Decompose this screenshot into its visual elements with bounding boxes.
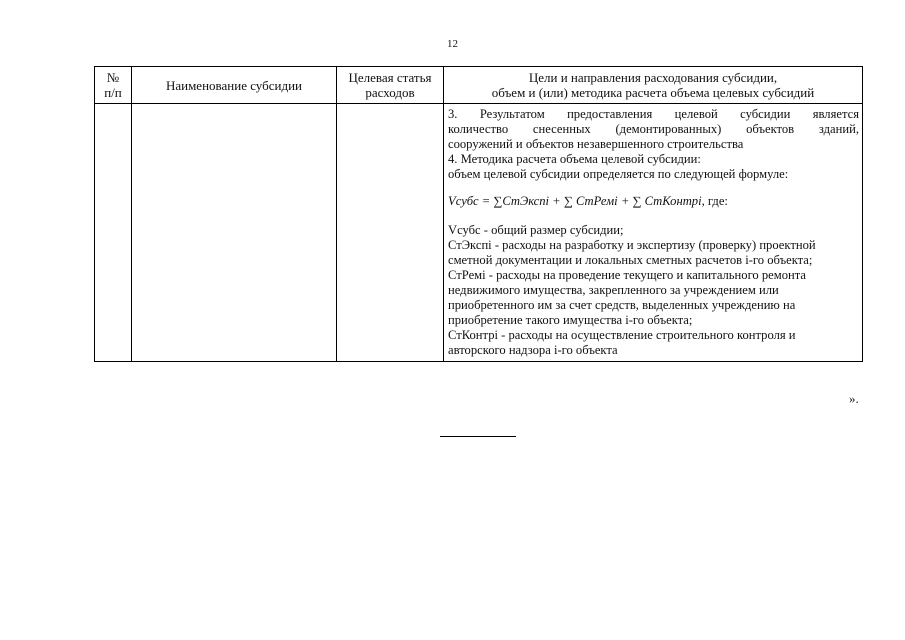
def-kontr-line2: авторского надзора i-го объекта: [448, 343, 618, 357]
cell-target-article: [337, 104, 444, 362]
header-subsidy-name: [132, 67, 337, 104]
def-rem-line2: недвижимого имущества, закрепленного за учреждением или: [448, 283, 779, 297]
header-subsidy-name-text: Наименование субсидии: [165, 77, 303, 93]
page-number: 12: [447, 38, 458, 50]
item3-line3: сооружений и объектов незавершенного строительства: [448, 137, 744, 151]
item4-line1: 4. Методика расчета объема целевой субсидии:: [448, 152, 701, 166]
subsidy-table: [94, 66, 863, 362]
cell-subsidy-name: [132, 104, 337, 362]
def-exp-line1: СтЭкспi - расходы на разработку и экспертизу (проверку) проектной: [448, 238, 816, 252]
header-goals-line2: объем и (или) методика расчета объема целевых субсидий: [491, 85, 815, 100]
item3-line1: 3. Результатом предоставления целевой субсидии является: [448, 107, 859, 121]
def-rem-line1: СтРемi - расходы на проведение текущего и капитального ремонта: [448, 268, 807, 282]
closing-quote-mark: ».: [849, 391, 859, 406]
formula-tail: , где:: [701, 194, 728, 208]
table-header-row: [95, 67, 863, 104]
def-rem-line4: приобретение такого имущества i-го объекта;: [448, 313, 693, 327]
cell-number: [95, 104, 132, 362]
def-rem-line3: приобретенного им за счет средств, выделенных учреждению на: [448, 298, 796, 312]
header-article-line2: расходов: [365, 85, 415, 100]
header-number-line1: №: [106, 70, 120, 85]
formula: [448, 194, 859, 209]
item3-line2: количество снесенных (демонтированных) объектов зданий,: [448, 122, 859, 136]
table-row: [95, 104, 863, 362]
formula-expression: Vсубс = ∑СтЭкспi + ∑ СтРемi + ∑ СтКонтрi: [448, 194, 702, 208]
header-number: [95, 67, 132, 104]
def-v: Vсубс - общий размер субсидии;: [448, 223, 624, 237]
cell-goals: [444, 104, 863, 362]
header-goals-line1: Цели и направления расходования субсидии,: [528, 70, 778, 85]
item4-line2: объем целевой субсидии определяется по следующей формуле:: [448, 167, 789, 181]
header-goals: [444, 67, 863, 104]
separator-line: [440, 436, 516, 437]
header-number-line2: п/п: [104, 85, 122, 100]
def-kontr-line1: СтКонтрi - расходы на осуществление строительного контроля и: [448, 328, 796, 342]
header-article-line1: Целевая статья: [348, 70, 432, 85]
header-target-article: [337, 67, 444, 104]
def-exp-line2: сметной документации и локальных сметных расчетов i-го объекта;: [448, 253, 813, 267]
